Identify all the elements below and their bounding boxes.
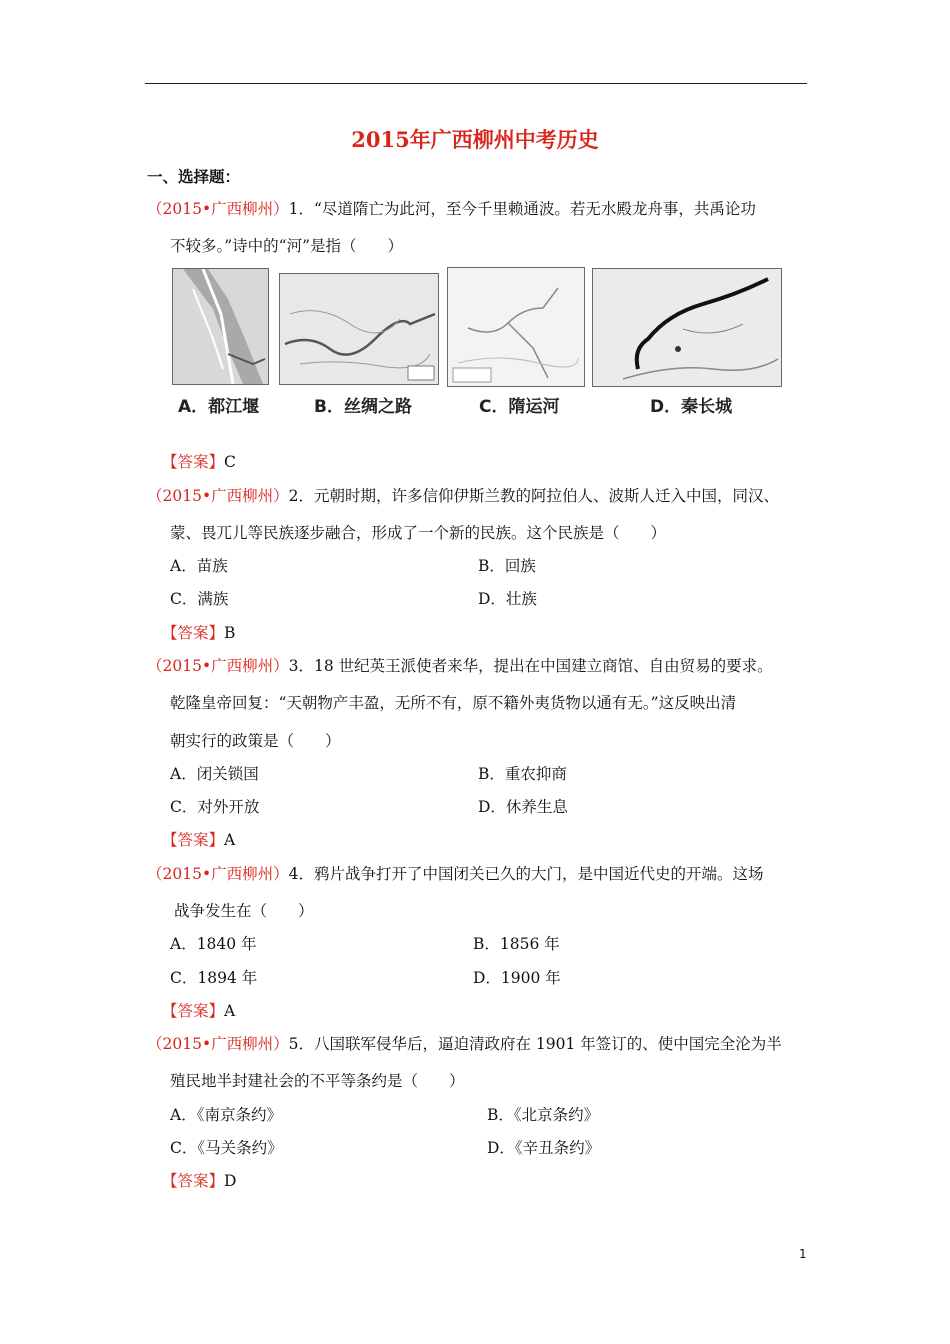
option-d: D．壮族 (478, 590, 537, 608)
question-text: 3．18 世纪英王派使者来华，提出在中国建立商馆、自由贸易的要求。 (288, 657, 773, 675)
answer-4 (162, 999, 235, 1021)
page-number: 1 (799, 1247, 807, 1261)
option-c: C．《马关条约》 (170, 1139, 283, 1157)
question-4-line2: 战争发生在（ ） (174, 902, 314, 920)
map-caption-a: A．都江堰 (178, 397, 260, 417)
question-5-line2: 殖民地半封建社会的不平等条约是（ ） (170, 1072, 465, 1090)
answer-label: 【答案】 (162, 624, 225, 642)
question-text: 5．八国联军侵华后，逼迫清政府在 1901 年签订的、使中国完全沦为半 (288, 1035, 782, 1053)
answer-value: C (224, 453, 236, 471)
map-silk-road-drawing (280, 274, 438, 384)
map-sui-canal-image (447, 267, 585, 387)
map-qin-great-wall-drawing (593, 269, 781, 386)
question-3 (147, 654, 773, 676)
question-3-line2: 乾隆皇帝回复：“天朝物产丰盈，无所不有，原不籍外夷货物以通有无。”这反映出清 (170, 694, 737, 712)
question-1-line2: 不较多。”诗中的“河”是指（ ） (170, 237, 404, 255)
question-5 (147, 1032, 782, 1054)
answer-5 (162, 1169, 236, 1191)
answer-value: B (224, 624, 236, 642)
question-source: （2015•广西柳州） (147, 1035, 289, 1053)
section-title: 一、选择题： (147, 167, 241, 186)
answer-3 (162, 828, 235, 850)
option-a: A．闭关锁国 (170, 765, 259, 783)
question-2-line2: 蒙、畏兀儿等民族逐步融合，形成了一个新的民族。这个民族是（ ） (170, 524, 667, 542)
option-c: C．对外开放 (170, 798, 260, 816)
answer-1 (162, 450, 236, 472)
option-c: C．满族 (170, 590, 229, 608)
option-b: B．《北京条约》 (487, 1106, 600, 1124)
question-source: （2015•广西柳州） (147, 200, 289, 218)
answer-label: 【答案】 (162, 1002, 225, 1020)
map-dujiangyan-image (172, 268, 269, 385)
question-text: 4．鸦片战争打开了中国闭关已久的大门，是中国近代史的开端。这场 (288, 865, 764, 883)
map-caption-b: B．丝绸之路 (314, 397, 412, 417)
answer-value: D (224, 1172, 237, 1190)
map-caption-d: D．秦长城 (650, 397, 733, 417)
answer-value: A (224, 1002, 236, 1020)
option-c: C．1894 年 (170, 969, 258, 987)
option-a: A．苗族 (170, 557, 228, 575)
answer-value: A (224, 831, 236, 849)
question-3-line3: 朝实行的政策是（ ） (170, 732, 341, 750)
answer-label: 【答案】 (162, 453, 225, 471)
question-2 (147, 484, 779, 506)
answer-label: 【答案】 (162, 831, 225, 849)
option-d: D．《辛丑条约》 (487, 1139, 601, 1157)
map-caption-c: C．隋运河 (479, 397, 560, 417)
question-source: （2015•广西柳州） (147, 865, 289, 883)
map-dujiangyan-drawing (173, 269, 268, 384)
option-a: A．《南京条约》 (170, 1106, 282, 1124)
page-title: 2015年广西柳州中考历史 (351, 127, 599, 152)
option-a: A．1840 年 (170, 935, 257, 953)
question-4 (147, 862, 763, 884)
question-text: 1．“尽道隋亡为此河，至今千里赖通波。若无水殿龙舟事，共禹论功 (288, 200, 756, 218)
option-b: B．1856 年 (473, 935, 560, 953)
option-b: B．重农抑商 (478, 765, 567, 783)
question-1 (147, 197, 756, 219)
question-text: 2．元朝时期，许多信仰伊斯兰教的阿拉伯人、波斯人迁入中国，同汉、 (288, 487, 779, 505)
header-rule (145, 83, 807, 84)
map-sui-canal-drawing (448, 268, 584, 386)
map-qin-great-wall-image (592, 268, 782, 387)
map-silk-road-image (279, 273, 439, 385)
option-d: D．休养生息 (478, 798, 568, 816)
question-source: （2015•广西柳州） (147, 487, 289, 505)
answer-label: 【答案】 (162, 1172, 225, 1190)
answer-2 (162, 621, 235, 643)
question-source: （2015•广西柳州） (147, 657, 289, 675)
option-b: B．回族 (478, 557, 536, 575)
option-d: D．1900 年 (473, 969, 561, 987)
